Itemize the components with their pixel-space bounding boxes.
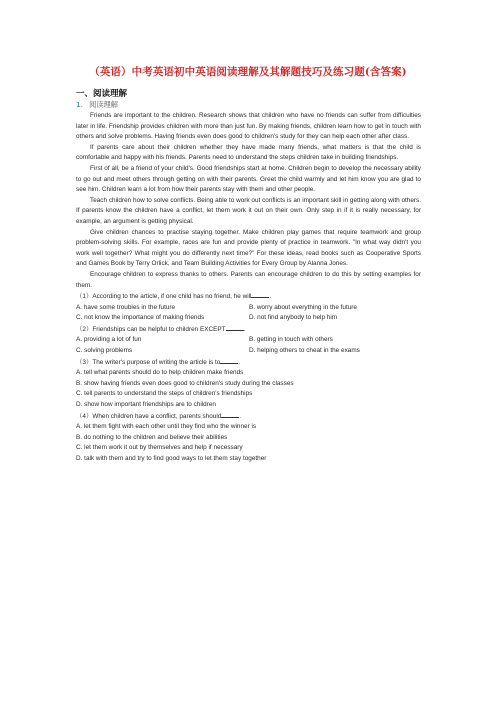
answer-option: B. do nothing to the children and believe their abilities bbox=[76, 433, 228, 441]
answer-option: C. not know the importance of making friends bbox=[76, 314, 205, 322]
answer-blank bbox=[226, 324, 244, 331]
section-heading: 一、阅读理解 bbox=[76, 89, 128, 99]
passage-paragraph: Friends are important to the children. Research shows that children who have no friends can suffer from difficulties later in life. Friendship provides children with more than just fun. By making friends, children learn how to get in touch with others and solve problems. Having friends even does good to children's study for they can help each other after class. bbox=[76, 112, 421, 141]
passage-paragraph: Give children chances to practise staying together. Make children play games that require teamwork and group problem-solving skills. For example, races are fun and provide plenty of practice in teamwork. "In what way didn't you work well together? What might you do differently next time?" For these ideas, read books such as Cooperative Sports and Games Book by Terry Orlick, and Team Building Activities for Every Group by Alanna Jones. bbox=[76, 228, 421, 268]
answer-option: C. tell parents to understand the steps of children's friendships bbox=[76, 390, 253, 398]
answer-option: C. let them work it out by themselves and help if necessary bbox=[76, 444, 243, 452]
question-stem: （3）The writer's purpose of writing the article is to . bbox=[76, 358, 241, 366]
answer-option: A. let them fight with each other until they find who the winner is bbox=[76, 423, 257, 431]
passage-paragraph: First of all, be a friend of your child's. Good friendships start at home. Children begin to develop the necessary ability to go out and meet others through getting on with their parents. Greet the child warmly and let him know you are glad to see him. Children learn a lot from how their parents stay with them and other people. bbox=[76, 164, 421, 194]
answer-option: D. helping others to cheat in the exams bbox=[249, 347, 360, 355]
answer-option: A. have some troubles in the future bbox=[76, 303, 176, 311]
passage-paragraph: Encourage children to express thanks to others. Parents can encourage children to do this by setting examples for them. bbox=[76, 270, 421, 289]
question-stem: （2）Friendships can be helpful to children EXCEPT . bbox=[76, 325, 246, 333]
answer-blank bbox=[221, 411, 239, 418]
answer-option: A. tell what parents should do to help children make friends bbox=[76, 369, 244, 377]
answer-option: B. getting in touch with others bbox=[249, 336, 333, 344]
question-item bbox=[76, 411, 421, 465]
answer-option: C. solving problems bbox=[76, 347, 133, 355]
question-group-number: 1. bbox=[76, 100, 83, 109]
question-item bbox=[76, 291, 421, 324]
question-item bbox=[76, 324, 421, 357]
answer-blank bbox=[251, 291, 269, 298]
question-item bbox=[76, 357, 421, 411]
answer-option: B. worry about everything in the future bbox=[249, 303, 357, 311]
question-group-heading bbox=[76, 100, 118, 110]
document-title: （英语）中考英语初中英语阅读理解及其解题技巧及练习题(含答案) bbox=[89, 66, 407, 78]
answer-option: D. show how important friendships are to children bbox=[76, 401, 216, 409]
answer-option: D. talk with them and try to find good ways to let them stay together bbox=[76, 455, 267, 462]
reading-passage bbox=[76, 111, 421, 465]
question-group-label: 阅读理解 bbox=[89, 100, 118, 109]
answer-option: B. show having friends even does good to children's study during the classes bbox=[76, 379, 294, 387]
passage-paragraph: Teach children how to solve conflicts. Being able to work out conflicts is an important skill in getting along with others. If parents know the children have a conflict, let them work it out on their own. Only step in if it is really necessary, for example, an argument is getting physical. bbox=[76, 196, 421, 225]
passage-paragraph: If parents care about their children whether they have made many friends, what matters is that the child is comfortable and happy with his friends. Parents need to understand the steps children take in building friendships. bbox=[76, 143, 421, 162]
answer-option: A. providing a lot of fun bbox=[76, 336, 142, 344]
question-stem: （1）According to the article, if one child has no friend, he will . bbox=[76, 293, 272, 301]
answer-option: D. not find anybody to help him bbox=[249, 314, 338, 322]
answer-blank bbox=[220, 357, 238, 364]
question-stem: （4）When children have a conflict, parents should . bbox=[76, 412, 242, 420]
